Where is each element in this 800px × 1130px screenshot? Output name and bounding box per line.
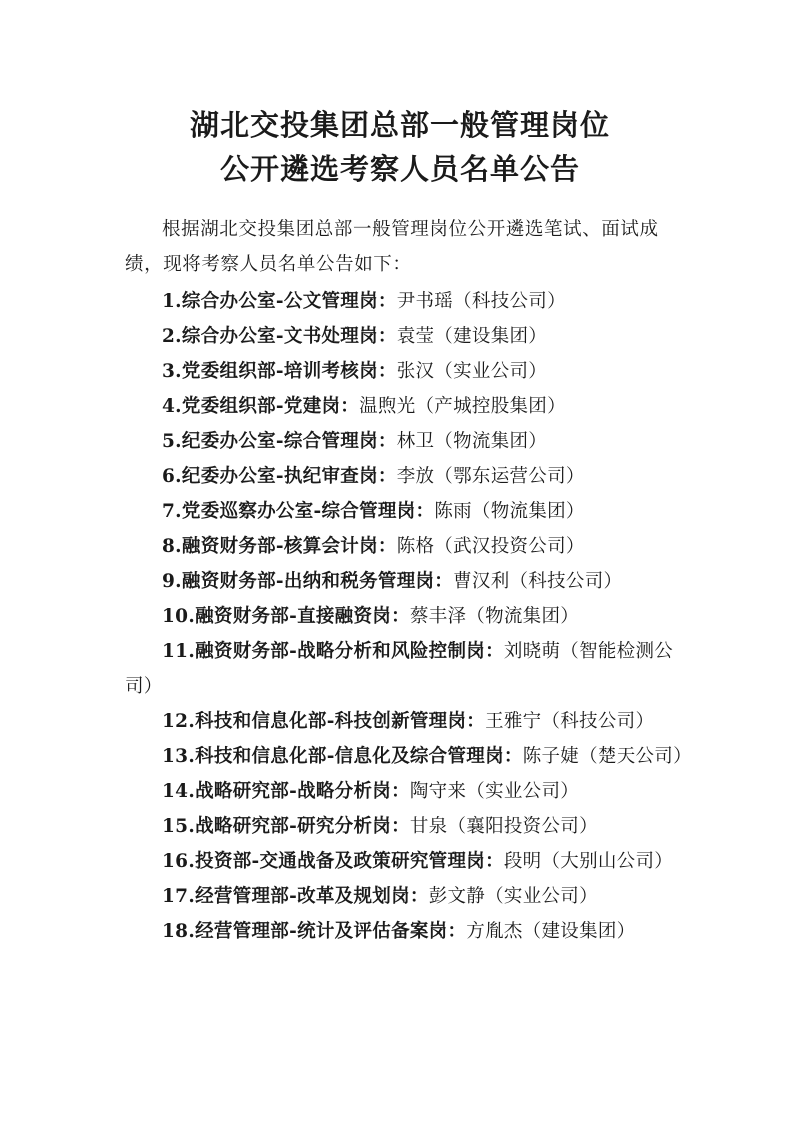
item-position: 融资财务部-直接融资岗： [195, 606, 410, 627]
item-person: 刘晓萌（智能检测公司） [125, 641, 674, 697]
item-position: 纪委办公室-综合管理岗： [181, 431, 397, 452]
list-item [125, 354, 695, 389]
item-position: 经营管理部-改革及规划岗： [195, 886, 429, 907]
intro-paragraph: 根据湖北交投集团总部一般管理岗位公开遴选笔试、面试成绩，现将考察人员名单公告如下： [125, 219, 659, 275]
list-item [125, 704, 695, 739]
item-position: 战略研究部-战略分析岗： [195, 781, 410, 802]
list-item [125, 844, 695, 879]
item-number: 18. [162, 921, 196, 942]
list-item [125, 284, 695, 319]
item-position: 党委组织部-党建岗： [181, 396, 360, 417]
item-position: 融资财务部-战略分析和风险控制岗： [195, 641, 504, 662]
list-item [125, 494, 695, 529]
item-number: 10. [162, 606, 196, 627]
item-person: 陈雨（物流集团） [434, 501, 585, 522]
item-number: 4. [162, 396, 182, 417]
list-item [125, 424, 695, 459]
item-person: 李放（鄂东运营公司） [396, 466, 585, 487]
item-person: 彭文静（实业公司） [428, 886, 598, 907]
item-position: 综合办公室-文书处理岗： [181, 326, 397, 347]
item-person: 林卫（物流集团） [396, 431, 548, 452]
item-person: 段明（大别山公司） [503, 851, 674, 872]
item-number: 12. [162, 711, 196, 732]
item-person: 王雅宁（科技公司） [485, 711, 655, 732]
item-number: 1. [162, 291, 182, 312]
list-item [125, 739, 695, 774]
item-person: 陶守来（实业公司） [409, 781, 580, 802]
item-position: 投资部-交通战备及政策研究管理岗： [195, 851, 504, 872]
list-item [125, 774, 695, 809]
item-person: 甘泉（襄阳投资公司） [409, 816, 598, 837]
list-item [125, 599, 695, 634]
item-number: 11. [162, 641, 196, 662]
list-item [125, 459, 695, 494]
item-person: 陈格（武汉投资公司） [396, 536, 585, 557]
item-person: 尹书瑶（科技公司） [396, 291, 566, 312]
list-item [125, 319, 695, 354]
item-position: 融资财务部-出纳和税务管理岗： [181, 571, 454, 592]
list-item [125, 634, 695, 704]
list-item [125, 564, 695, 599]
list-item [125, 879, 695, 914]
item-person: 方胤杰（建设集团） [466, 921, 636, 942]
item-person: 温煦光（产城控股集团） [359, 396, 566, 417]
item-number: 17. [162, 886, 196, 907]
item-person: 曹汉利（科技公司） [453, 571, 623, 592]
item-position: 经营管理部-统计及评估备案岗： [195, 921, 467, 942]
item-number: 7. [162, 501, 182, 522]
item-position: 科技和信息化部-信息化及综合管理岗： [195, 746, 523, 767]
item-number: 9. [162, 571, 182, 592]
item-person: 张汉（实业公司） [396, 361, 548, 382]
item-number: 15. [162, 816, 196, 837]
list-item [125, 389, 695, 424]
item-number: 5. [162, 431, 182, 452]
document-title-line-1: 湖北交投集团总部一般管理岗位 [189, 108, 610, 142]
item-position: 党委巡察办公室-综合管理岗： [181, 501, 435, 522]
item-position: 综合办公室-公文管理岗： [181, 291, 397, 312]
item-number: 14. [162, 781, 196, 802]
candidate-list [125, 284, 695, 949]
list-item [125, 809, 695, 844]
item-number: 16. [162, 851, 196, 872]
document-title-line-2: 公开遴选考察人员名单公告 [219, 152, 580, 186]
item-person: 陈子婕（楚天公司） [522, 746, 692, 767]
item-number: 8. [162, 536, 182, 557]
item-person: 袁莹（建设集团） [396, 326, 548, 347]
item-number: 6. [162, 466, 182, 487]
item-position: 科技和信息化部-科技创新管理岗： [195, 711, 486, 732]
item-position: 融资财务部-核算会计岗： [181, 536, 397, 557]
item-number: 3. [162, 361, 182, 382]
list-item [125, 914, 695, 949]
item-number: 13. [162, 746, 196, 767]
item-position: 纪委办公室-执纪审查岗： [181, 466, 397, 487]
item-position: 战略研究部-研究分析岗： [195, 816, 410, 837]
item-number: 2. [162, 326, 182, 347]
list-item [125, 529, 695, 564]
item-position: 党委组织部-培训考核岗： [181, 361, 397, 382]
item-person: 蔡丰泽（物流集团） [409, 606, 580, 627]
